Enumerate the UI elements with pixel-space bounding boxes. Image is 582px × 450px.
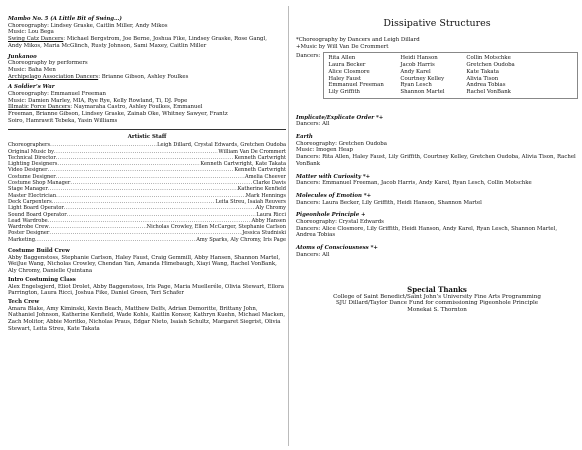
dancer-name: Kate Takata xyxy=(466,68,499,75)
dancer-name: Ryan Lesch xyxy=(400,82,432,89)
crew-title: Tech Crew xyxy=(8,298,40,305)
right-column xyxy=(296,0,578,314)
piece-soldiers-war xyxy=(8,84,286,124)
fold-line xyxy=(288,6,289,446)
staff-title: Artistic Staff xyxy=(127,133,167,140)
group-label: Swing Catz Dancers xyxy=(8,36,64,43)
left-column xyxy=(8,16,286,332)
piece-title: Junkanoo xyxy=(8,53,37,60)
piece-line: Choreography by performers xyxy=(8,60,88,67)
dancers-label: Dancers: xyxy=(296,53,321,60)
staff-role: Costume Shop Manager xyxy=(8,180,71,187)
staff-row xyxy=(8,237,286,243)
section-line: Dancers: All xyxy=(296,121,330,128)
piece-mambo xyxy=(8,16,286,50)
piece-line: Music: Lou Bega xyxy=(8,29,54,36)
dancer-name: Alice Closmore xyxy=(328,68,370,75)
leader-dots xyxy=(35,237,196,243)
section-line: Dancers: Emmanuel Freeman, Jacob Harris, Andy Karel, Ryan Lesch, Collin Motschke xyxy=(296,180,532,187)
crew-title: Costume Build Crew xyxy=(8,248,70,254)
piece-line: Andy Mikos, Maria McGlinch, Rusty Johnson, Sami Maxey, Caitlin Miller xyxy=(8,42,207,49)
section-molecules xyxy=(296,193,578,206)
divider xyxy=(8,129,286,130)
section-line: Choreography: Crystal Edwards xyxy=(296,219,384,226)
group-label: Archipelago Association Dancers xyxy=(8,73,99,80)
section-mark: *+ xyxy=(374,114,384,121)
section-line: Music: Imogen Heap xyxy=(296,147,353,154)
staff-name: Aly Chromy xyxy=(255,205,286,212)
crew-members: Alex Engelsgjerd, Eliot Drolet, Abby Baggenstoss, Iris Page, Maria Muelleréle, Olivia Stewart, Ellora Parrington, Laura Ricci, Joshua Fike, Daniel Green, Teri Schafer xyxy=(8,283,284,297)
section-implicate xyxy=(296,115,578,128)
staff-role: Master Electrician xyxy=(8,192,57,199)
dancer-name: Laura Becker xyxy=(328,62,366,69)
staff-name: Clarke Davis xyxy=(253,180,286,187)
piece-line: Choreography: Emmanuel Freeman xyxy=(8,91,107,98)
section-mark: *+ xyxy=(368,245,378,252)
piece-line: Music: Damien Marley, MIA, Rye Rye, Kelly Rowland, Ti, DJ. Pope xyxy=(8,97,188,104)
section-earth xyxy=(296,134,578,168)
thanks-title: Special Thanks xyxy=(407,284,467,294)
crew-members: Amara Blake, Amy Kiminski, Kevin Beach, Matthew Delfs, Adrian Demoritte, Brittany John, Nathaniel Johnson, Katherine Kenfield, Wade Kohls, Kaitlin Konsor, Kathryn Kuehn, Michael Macken, Zach Molitor, Abbie Moritko, Nicholas Praus, Edgar Nieto, Isaiah Schultz, Margaret Siegrist, Olivia Stewart, Leita Streu, Kate Takata xyxy=(8,305,286,332)
staff-name: Abby Hansen xyxy=(251,217,286,224)
staff-role: Technical Director xyxy=(8,154,56,161)
section-mark: *+ xyxy=(361,192,372,199)
piece-junkanoo xyxy=(8,54,286,81)
staff-role: Poster Designer xyxy=(8,230,50,237)
credit-line: +Music by Will Van De Crommert xyxy=(296,43,389,50)
staff-name: Mark Hennings xyxy=(245,192,286,199)
dancer-name: Andrea Tobias xyxy=(466,82,506,89)
piece-line xyxy=(8,104,286,111)
section-title: Earth xyxy=(296,134,313,141)
dancer-name: Collin Motschke xyxy=(466,55,511,62)
piece-line xyxy=(8,74,286,81)
staff-role: Lighting Designers xyxy=(8,161,58,168)
section-line: Dancers: Alice Closmore, Lily Griffith, Heidi Hanson, Andy Karel, Ryan Lesch, Shannon Martel, Andrea Tobias xyxy=(296,225,558,239)
section-line: Dancers: Laura Becker, Lily Griffith, Heidi Hanson, Shannon Martel xyxy=(296,199,482,206)
dancer-name: Gretchen Oudoba xyxy=(466,62,515,69)
group-members: : Naymaraha Castro, Ashley Foulkes, Emmanuel xyxy=(70,104,203,111)
dancers-block xyxy=(296,50,578,104)
section-heading xyxy=(296,212,578,219)
dancer-name: Alivia Tison xyxy=(466,75,499,82)
thanks-line: College of Saint Benedict/Saint John’s University Fine Arts Programming xyxy=(333,293,541,300)
staff-list xyxy=(8,142,286,243)
staff-name: Kenneth Cartwright, Kate Takata xyxy=(200,161,286,168)
credit-line: *Choreography by Dancers and Leigh Dillard xyxy=(296,37,420,43)
piece-title: Mambo No. 5 (A Little Bit of Swing…) xyxy=(8,16,122,22)
section-mark: *+ xyxy=(360,173,371,180)
section-atoms xyxy=(296,245,578,258)
dancer-name: Emmanuel Freeman xyxy=(328,82,384,89)
staff-name: Leigh Dillard, Crystal Edwards, Gretchen Oudoba xyxy=(157,142,286,149)
staff-name: Amelia Cheever xyxy=(245,173,286,180)
piece-title: A Soldier’s War xyxy=(8,84,55,91)
staff-role: Stage Manager xyxy=(8,186,48,193)
thanks-line: SJU Dillard/Taylor Dance Fund for commissioning Pigeonhole Principle xyxy=(335,300,539,307)
staff-name: Leita Streu, Isaiah Reuvers xyxy=(215,198,286,205)
piece-title-main: Dissipative Structures xyxy=(383,18,491,29)
section-title: Pigeonhole Principle xyxy=(296,212,360,219)
special-thanks xyxy=(296,285,578,314)
piece-line: Choreography: Lindsey Graske, Caitlin Miller, Andy Mikos xyxy=(8,22,168,29)
dancer-name: Shannon Martel xyxy=(400,88,445,95)
section-title: Implicate/Explicate Order xyxy=(296,114,375,121)
crew-intro-costuming xyxy=(8,277,286,297)
staff-name: Amy Sparks, Aly Chromy, Iris Page xyxy=(196,236,286,243)
staff-name: Kenneth Cartwright xyxy=(234,167,286,174)
dancer-name: Courtney Kelley xyxy=(400,75,445,82)
dancer-name: Lily Griffith xyxy=(328,88,360,95)
dancer-name: Rachel VonBank xyxy=(466,88,511,95)
crew-title: Intro Costuming Class xyxy=(8,276,76,283)
section-line: Dancers: Rita Allen, Haley Faust, Lily Griffith, Courtney Kelley, Gretchen Oudoba, Alivia Tison, Rachel VonBank xyxy=(296,154,576,167)
staff-role: Choreographers xyxy=(8,142,51,149)
section-heading xyxy=(296,245,578,252)
section-title: Matter with Curiosity xyxy=(296,173,361,180)
section-mark: + xyxy=(359,212,366,219)
dancer-column xyxy=(328,55,400,95)
piece-line: Music: Baha Men xyxy=(8,66,56,73)
staff-name: Kenneth Cartwright xyxy=(234,154,286,161)
staff-role: Video Designer xyxy=(8,167,48,174)
piece-line: Freeman, Brianne Gibson, Lindsey Graske, Zainab Oke, Whitney Sawyer, Frantz xyxy=(8,111,228,118)
section-matter xyxy=(296,174,578,187)
section-title: Atoms of Consciousness xyxy=(296,245,369,252)
staff-role: Sound Board Operator xyxy=(8,211,67,218)
crew-members: Abby Baggenstoss, Stephanie Carlson, Haley Faust, Craig Gemmill, Abby Hansen, Shannon Martel, WeiJue Wang, Nicholas Crowley, Chendan Yan, Amanda Himebaugh, Xiayi Wang, Rachel VonBank, Aly Chromy, Danielle Quintana xyxy=(8,254,281,275)
staff-role: Original Music by xyxy=(8,148,55,155)
section-line: Dancers: All xyxy=(296,251,330,258)
section-heading xyxy=(296,193,578,200)
staff-name: Laura Ricci xyxy=(256,211,286,218)
staff-role: Costume Designer xyxy=(8,173,56,180)
staff-role: Light Board Operator xyxy=(8,205,64,212)
dancers-grid xyxy=(328,55,573,95)
staff-name: Katherine Kenfield xyxy=(237,186,286,193)
group-label: Illmatic Force Dancers xyxy=(8,104,71,111)
group-members: : Brianne Gibson, Ashley Foulkes xyxy=(98,73,189,80)
staff-name: William Van De Crommert xyxy=(218,148,286,155)
dancer-name: Heidi Hanson xyxy=(400,55,438,62)
staff-role: Lead Wardrobe xyxy=(8,217,48,224)
section-pigeonhole xyxy=(296,212,578,239)
group-members: : Michael Bergstrom, Joe Berne, Joshua Fike, Lindsey Graske, Rose Gangl, xyxy=(63,36,267,43)
thanks-line: Monekai S. Thornton xyxy=(407,306,467,313)
dancer-column xyxy=(400,55,466,95)
staff-name: Nicholas Crowley, Ellen McCarger, Stephanie Carlson xyxy=(146,224,286,231)
dancer-name: Andy Karel xyxy=(400,68,431,75)
dancers-box xyxy=(323,52,578,98)
section-heading xyxy=(296,134,578,141)
staff-role: Deck Carpenters xyxy=(8,198,52,205)
section-heading xyxy=(296,115,578,122)
staff-role: Wardrobe Crew xyxy=(8,224,49,231)
crew-costume-build xyxy=(8,248,286,275)
staff-role: Marketing xyxy=(8,236,36,243)
staff-name: Jessica Studniski xyxy=(242,230,286,237)
section-title: Molecules of Emotion xyxy=(296,192,362,199)
dancer-name: Rita Allen xyxy=(328,55,356,62)
section-heading xyxy=(296,174,578,181)
dancer-column xyxy=(466,55,536,95)
section-line: Choreography: Gretchen Oudoba xyxy=(296,140,387,147)
crew-tech xyxy=(8,299,286,333)
piece-line xyxy=(8,36,286,43)
dancer-name: Haley Faust xyxy=(328,75,361,82)
dancer-name: Jacob Harris xyxy=(400,62,435,69)
piece-line: Soiro, Hamrawit Tebeka, Yasin Williams xyxy=(8,117,118,124)
